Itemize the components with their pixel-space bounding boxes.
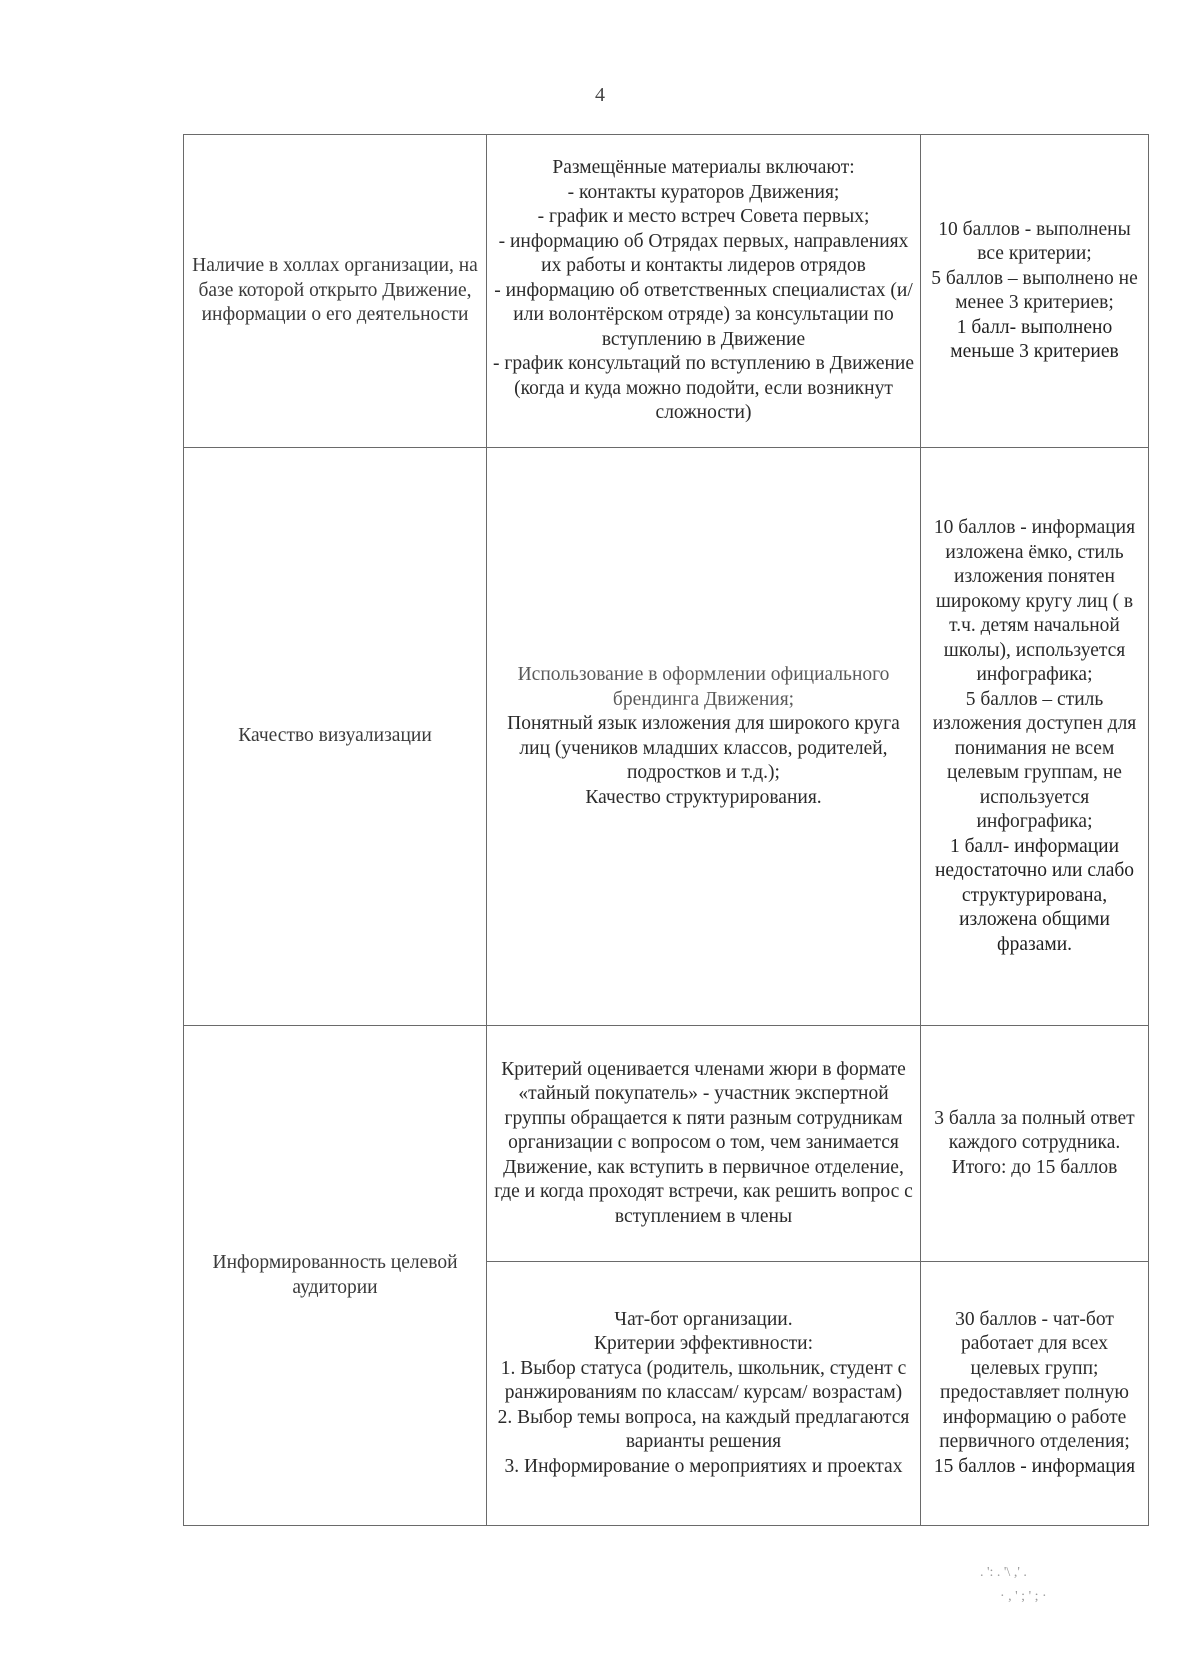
table-row [184,1026,1149,1262]
score-line: 1 балл- выполнено меньше 3 критериев [950,316,1119,362]
description-cell [487,135,921,448]
description-line: 1. Выбор статуса (родитель, школьник, студент с ранжированиям по классам/ курсам/ возрастам) [500,1357,907,1404]
score-line: 1 балл- информации недостаточно или слабо структурирована, изложена общими фразами. [934,835,1135,955]
description-line: 2. Выбор темы вопроса, на каждый предлагаются варианты решения [497,1406,910,1453]
score-line: 10 баллов - информация изложена ёмко, стиль изложения понятен широкому кругу лиц ( в т.ч. детям начальной школы), используется инфографика; [933,517,1136,685]
description-line: Понятный язык изложения для широкого круга лиц (учеников младших классов, родителей, подростков и т.д.); [507,713,900,783]
score-cell [921,448,1149,1026]
score-line: 5 баллов – выполнено не менее 3 критериев; [931,267,1138,313]
description-line: Использование в оформлении официального брендинга Движения; [517,664,890,710]
score-cell [921,135,1149,448]
description-line: - информацию об Отрядах первых, направлениях их работы и контакты лидеров отрядов [498,230,909,277]
criterion-cell [184,1026,487,1526]
scan-artifact: . ': . '\ ,' . [980,1565,1027,1580]
score-line: 30 баллов - чат-бот работает для всех целевых групп; предоставляет полную информацию о работе первичного отделения; [939,1308,1130,1453]
criterion-text: Качество визуализации [238,725,432,747]
description-line: Критерий оценивается членами жюри в формате «тайный покупатель» - участник экспертной группы обращается к пяти разным сотрудникам организации с вопросом о том, чем занимается Движение, как вступить в первичное отделение, где и когда проходят встречи, как решить вопрос с вступлением в члены [494,1058,913,1227]
score-line: 3 балла за полный ответ каждого сотрудника. Итого: до 15 баллов [934,1107,1135,1178]
criterion-text: Информированность целевой аудитории [212,1252,458,1298]
criterion-cell [184,448,487,1026]
table-row [184,448,1149,1026]
description-line: Размещённые материалы включают: [552,157,855,179]
description-cell [487,1262,921,1526]
criteria-table [183,134,1149,1526]
score-cell [921,1026,1149,1262]
description-line: Критерии эффективности: [593,1333,813,1355]
page-number: 4 [595,84,605,106]
description-cell [487,1026,921,1262]
description-line: Чат-бот организации. [614,1308,793,1330]
score-line: 15 баллов - информация [933,1455,1136,1477]
scan-artifact: · , ' ; ' ; · [1000,1589,1047,1604]
criterion-cell [184,135,487,448]
criterion-text: Наличие в холлах организации, на базе которой открыто Движение, информации о его деятельности [192,255,478,326]
score-line: 5 баллов – стиль изложения доступен для понимания не всем целевым группам, не используется инфографика; [932,688,1137,832]
score-cell [921,1262,1149,1526]
description-line: - контакты кураторов Движения; [567,181,840,203]
table-row [184,135,1149,448]
description-line: 3. Информирование о мероприятиях и проектах [504,1455,903,1477]
description-cell [487,448,921,1026]
description-line: - информацию об ответственных специалистах (и/или волонтёрском отряде) за консультации по вступлению в Движение [494,279,913,350]
description-line: - график и место встреч Совета первых; [537,206,870,228]
score-line: 10 баллов - выполнены все критерии; [938,218,1131,264]
description-line: - график консультаций по вступлению в Движение (когда и куда можно подойти, если возникнут сложности) [492,353,914,424]
description-line: Качество структурирования. [585,786,822,808]
